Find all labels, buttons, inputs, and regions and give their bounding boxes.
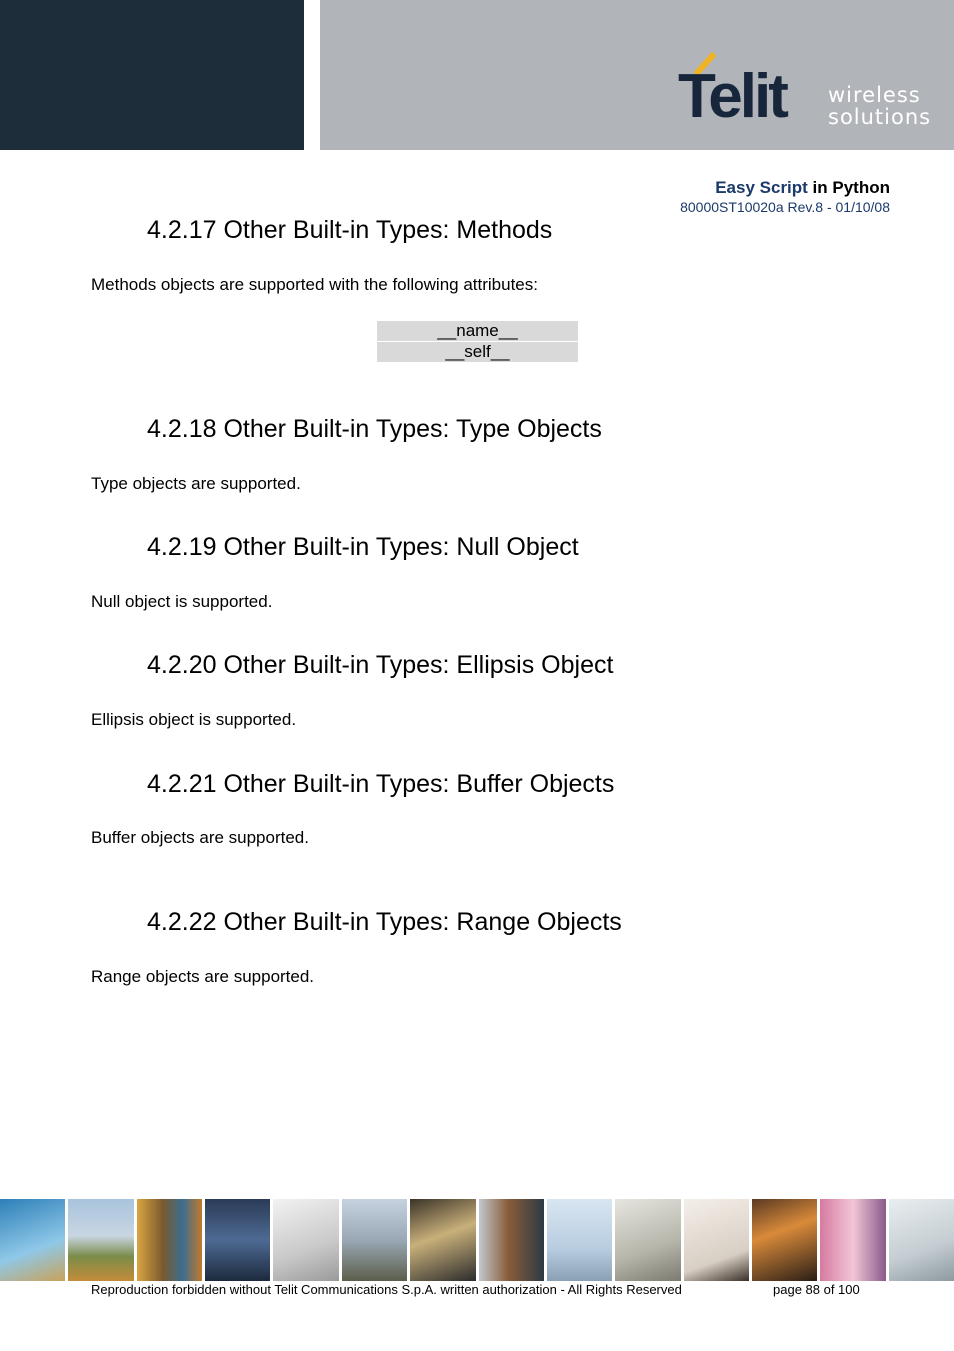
footer-photo xyxy=(615,1199,680,1281)
document-title xyxy=(715,178,890,198)
section-heading-methods: 4.2.17 Other Built-in Types: Methods xyxy=(147,216,553,244)
section-heading-buffer-objects: 4.2.21 Other Built-in Types: Buffer Objects xyxy=(147,770,615,798)
section-heading-null-object: 4.2.19 Other Built-in Types: Null Object xyxy=(147,533,579,561)
header-dark-block xyxy=(0,0,304,150)
footer-photo xyxy=(273,1199,338,1281)
footer-photo xyxy=(820,1199,885,1281)
footer-photo xyxy=(0,1199,65,1281)
section-heading-range-objects: 4.2.22 Other Built-in Types: Range Objects xyxy=(147,908,622,936)
attributes-table xyxy=(377,321,578,363)
section-body-type-objects: Type objects are supported. xyxy=(91,474,301,493)
footer-photo xyxy=(479,1199,544,1281)
attribute-cell: __name__ xyxy=(377,321,578,342)
section-body-range-objects: Range objects are supported. xyxy=(91,967,315,986)
document-title-rest: in Python xyxy=(807,178,890,197)
attribute-cell: __self__ xyxy=(377,342,578,363)
footer-photo xyxy=(205,1199,270,1281)
section-body-methods: Methods objects are supported with the following attributes: xyxy=(91,275,538,294)
telit-logo xyxy=(678,48,932,131)
section-body-buffer-objects: Buffer objects are supported. xyxy=(91,828,309,847)
footer-photo xyxy=(68,1199,133,1281)
logo-tagline-line2: solutions xyxy=(828,105,932,129)
footer-photo-strip xyxy=(0,1199,954,1281)
footer-photo xyxy=(752,1199,817,1281)
footer-photo xyxy=(889,1199,954,1281)
logo-wordmark: Telit xyxy=(678,62,786,131)
footer-photo xyxy=(137,1199,202,1281)
footer-copyright: Reproduction forbidden without Telit Communications S.p.A. written authorization - All Rights Reserved xyxy=(91,1282,682,1297)
logo-tagline xyxy=(828,84,931,128)
section-heading-type-objects: 4.2.18 Other Built-in Types: Type Objects xyxy=(147,415,602,443)
document-revision: 80000ST10020a Rev.8 - 01/10/08 xyxy=(680,199,890,215)
logo-tagline-line1: wireless xyxy=(828,83,921,107)
footer-page-number: page 88 of 100 xyxy=(773,1282,860,1297)
footer-photo xyxy=(547,1199,612,1281)
section-heading-ellipsis-object: 4.2.20 Other Built-in Types: Ellipsis Object xyxy=(147,651,614,679)
section-body-null-object: Null object is supported. xyxy=(91,592,273,611)
footer-photo xyxy=(410,1199,475,1281)
section-body-ellipsis-object: Ellipsis object is supported. xyxy=(91,710,297,729)
document-title-accent: Easy Script xyxy=(715,178,808,197)
footer-photo xyxy=(342,1199,407,1281)
footer-photo xyxy=(684,1199,749,1281)
